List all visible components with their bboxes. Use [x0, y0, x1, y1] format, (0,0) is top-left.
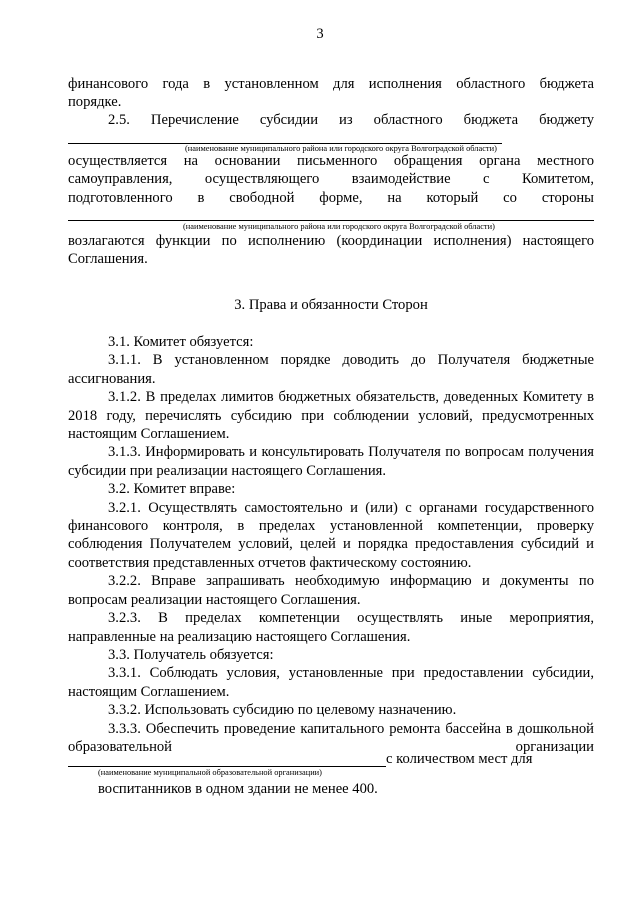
text-line: финансового года в установленном для исполнения областного бюджета — [68, 76, 594, 92]
note-organization: (наименование муниципальной образовательной организации) — [98, 768, 322, 777]
clause-3-1-1: 3.1.1. В установленном порядке доводить до Получателя бюджетные ассигнования. — [68, 352, 594, 387]
paragraph-2-5 — [68, 111, 594, 129]
text-line: подготовленного в свободной форме, на который со стороны — [68, 189, 594, 206]
fill-in-line-municipality-2 — [68, 220, 594, 221]
note-municipality-2: (наименование муниципального района или городского округа Волгоградской области) — [183, 222, 495, 231]
text-line: порядке. — [68, 94, 122, 111]
text-line: возлагаются функции по исполнению (координации исполнения) настоящего — [68, 233, 594, 249]
clause-3-3-3-last-line: воспитанников в одном здании не менее 400. — [98, 781, 378, 797]
fill-in-line-organization — [68, 766, 386, 767]
clause-3-3-1: 3.3.1. Соблюдать условия, установленные при предоставлении субсидии, настоящим Соглашением. — [68, 665, 594, 700]
clause-3-2: 3.2. Комитет вправе: — [108, 481, 236, 498]
note-municipality-1: (наименование муниципального района или городского округа Волгоградской области) — [185, 144, 497, 153]
clause-3-1-2: 3.1.2. В пределах лимитов бюджетных обязательств, доведенных Комитету в 2018 году, перечислять субсидию при соблюдении условий, предусмотренных настоящим Соглашением. — [68, 389, 594, 443]
clause-3-3: 3.3. Получатель обязуется: — [108, 646, 274, 663]
clause-3-3-3: 3.3.3. Обеспечить проведение капитального ремонта бассейна в дошкольной образовательной организации — [68, 720, 594, 755]
top-paragraph — [68, 75, 594, 112]
page-number: 3 — [316, 26, 324, 42]
text-line: осуществляется на основании письменного обращения органа местного — [68, 153, 594, 169]
clause-3-1: 3.1. Комитет обязуется: — [108, 334, 254, 350]
clause-3-3-3-tail: с количеством мест для — [386, 751, 533, 767]
clause-3-2-1: 3.2.1. Осуществлять самостоятельно и (или) с органами государственного финансового контроля, в пределах установленной компетенции, проверку соблюдения Получателем условий, целей и порядка предоставления субсидий и соответствия представленных отчетов фактическому состоянию. — [68, 499, 594, 571]
paragraph-2-5-continued — [68, 152, 594, 207]
text-line: 2.5. Перечисление субсидии из областного бюджета бюджету — [108, 112, 594, 128]
paragraph-2-5-end — [68, 232, 594, 269]
text-line: самоуправления, осуществляющего взаимодействие с Комитетом, — [68, 171, 594, 188]
clause-3-3-2: 3.3.2. Использовать субсидию по целевому назначению. — [108, 702, 457, 719]
section-3-clauses — [68, 333, 594, 756]
clause-3-2-2: 3.2.2. Вправе запрашивать необходимую информацию и документы по вопросам реализации настоящего Соглашения. — [68, 573, 594, 608]
clause-3-2-3: 3.2.3. В пределах компетенции осуществлять иные мероприятия, направленные на реализацию настоящего Соглашения. — [68, 610, 594, 645]
clause-3-1-3: 3.1.3. Информировать и консультировать Получателя по вопросам получения субсидии при реализации настоящего Соглашения. — [68, 444, 594, 479]
text-line: Соглашения. — [68, 251, 148, 268]
section-3 — [68, 296, 594, 314]
section-heading: 3. Права и обязанности Сторон — [234, 297, 428, 313]
